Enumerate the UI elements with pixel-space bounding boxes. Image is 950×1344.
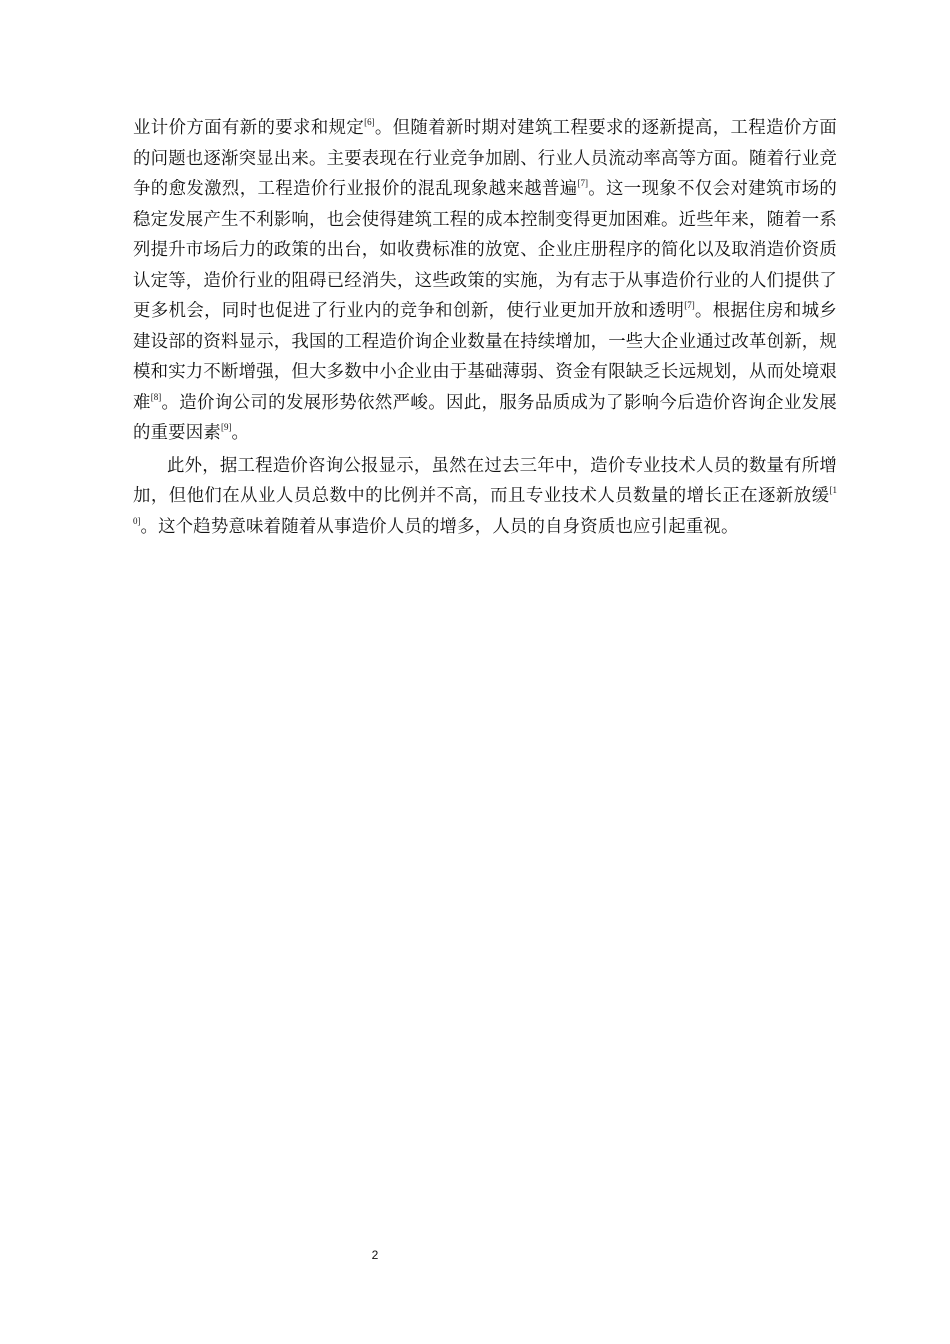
paragraph-1-text-3: 。这一现象不仅会对建筑市场的稳定发展产生不利影响，也会使得建筑工程的成本控制变得更加困难。近些年来，随着一系列提升市场后力的政策的出台，如收费标准的放宽、企业庄册程序的简化以及取消造价资质认定等，造价行业的阻碍已经消失，这些政策的实施，为有志于从事造价行业的人们提供了更多机会，同时也促进了行业内的竞争和创新，使行业更加开放和透明 bbox=[133, 179, 837, 321]
citation-6: [6] bbox=[364, 117, 375, 128]
paragraph-1-text-6: 。 bbox=[231, 423, 250, 443]
body-text bbox=[133, 113, 837, 542]
paragraph-2 bbox=[133, 451, 837, 543]
citation-7b: [7] bbox=[684, 300, 695, 311]
citation-8: [8] bbox=[150, 391, 162, 402]
paragraph-1-text-1: 业计价方面有新的要求和规定 bbox=[133, 118, 365, 138]
paragraph-1-text-5: 。造价询公司的发展形势依然严峻。因此，服务品质成为了影响今后造价咨询企业发展的重要因素 bbox=[133, 392, 838, 443]
citation-9: [9] bbox=[220, 422, 232, 433]
citation-10: [10] bbox=[133, 485, 837, 526]
paragraph-2-text-2: 。这个趋势意味着随着从事造价人员的增多，人员的自身资质也应引起重视。 bbox=[140, 516, 739, 537]
citation-7a: [7] bbox=[577, 178, 589, 189]
page-number: 2 bbox=[371, 1248, 379, 1262]
paragraph-2-text-1: 此外，据工程造价咨询公报显示，虽然在过去三年中，造价专业技术人员的数量有所增加，但他们在从业人员总数中的比例并不高，而且专业技术人员数量的增长正在逐新放缓 bbox=[133, 455, 837, 506]
paragraph-1-text-2: 。但随着新时期对建筑工程要求的逐新提高，工程造价方面的问题也逐渐突显出来。主要表现在行业竞争加剧、行业人员流动率高等方面。随着行业竞争的愈发激烈，工程造价行业报价的混乱现象越来越普遍 bbox=[133, 118, 837, 199]
paragraph-1-text-4: 。根据住房和城乡建设部的资料显示，我国的工程造价询企业数量在持续增加，一些大企业通过改革创新，规模和实力不断增强，但大多数中小企业由于基础薄弱、资金有限缺乏长远规划，从而处境艰难 bbox=[133, 301, 837, 413]
paragraph-1 bbox=[133, 113, 837, 449]
